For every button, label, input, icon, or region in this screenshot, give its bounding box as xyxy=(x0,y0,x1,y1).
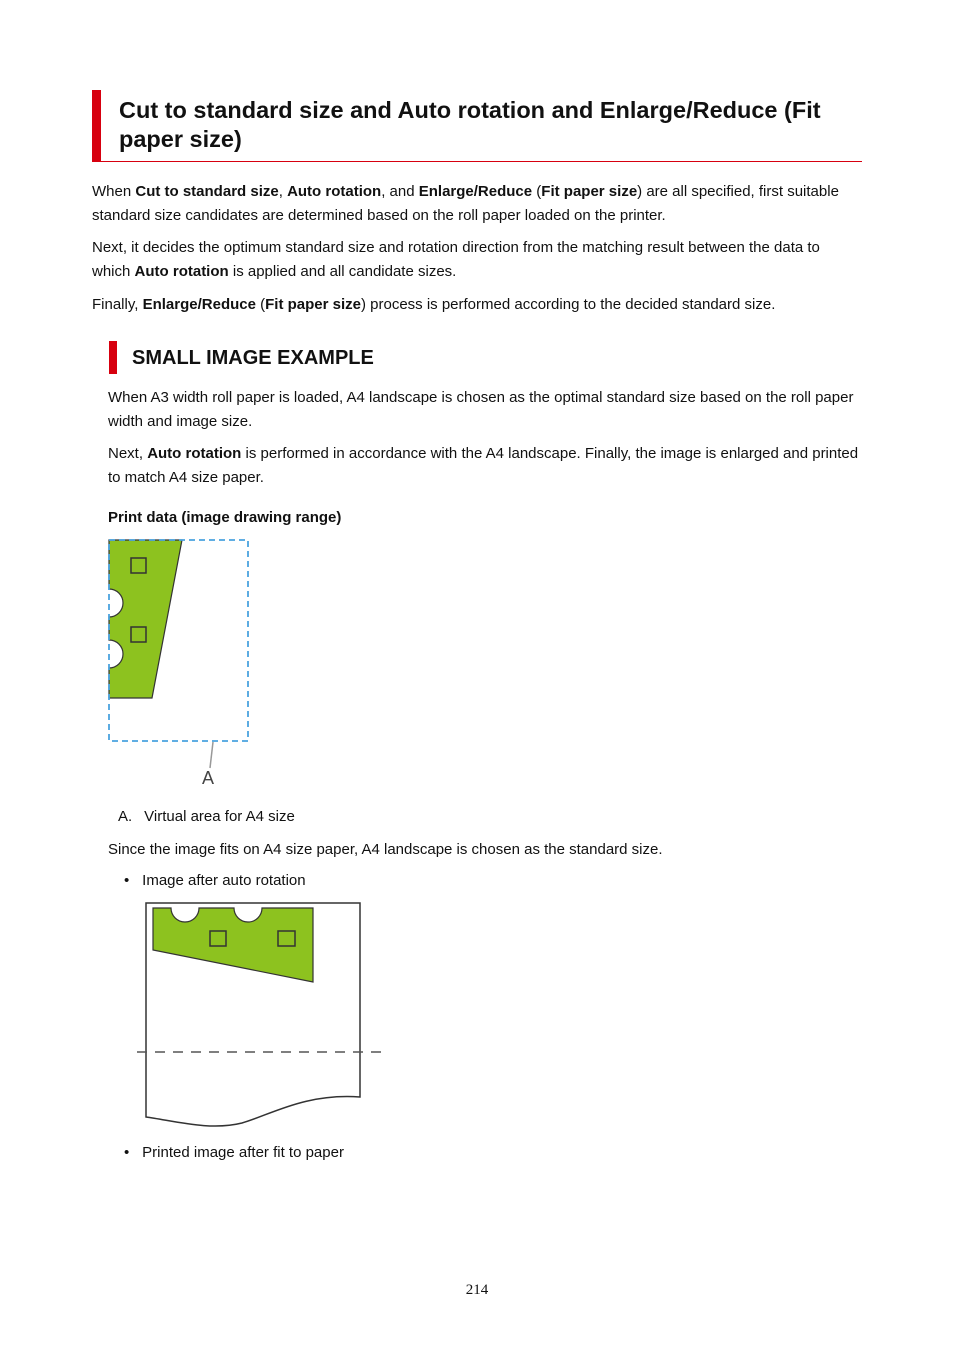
bullet-item xyxy=(124,870,306,892)
intro-paragraph-3: Finally, Enlarge/Reduce (Fit paper size) process is performed according to the decided standard size. xyxy=(92,296,776,313)
section-heading: SMALL IMAGE EXAMPLE xyxy=(132,347,374,369)
callout-line xyxy=(210,742,213,768)
bold-term: Auto rotation xyxy=(147,445,242,462)
callout-label: A xyxy=(202,768,215,788)
bold-term: Enlarge/Reduce xyxy=(418,183,533,200)
print-data-figure xyxy=(100,530,270,792)
section-paragraph-2: Next, Auto rotation is performed in accordance with the A4 landscape. Finally, the image is enlarged and printed to match A4 size paper. xyxy=(108,445,859,486)
bold-term: Auto rotation xyxy=(134,263,229,280)
heading-accent-bar xyxy=(92,90,101,162)
bullet-glyph: • xyxy=(124,872,130,889)
print-data-subheading: Print data (image drawing range) xyxy=(108,509,342,526)
legend-text: Virtual area for A4 size xyxy=(144,808,295,825)
page-number: 214 xyxy=(465,1282,489,1298)
bullet-item xyxy=(124,1142,344,1164)
bold-term: Auto rotation xyxy=(287,183,382,200)
bold-term: Fit paper size xyxy=(541,183,638,200)
rotated-image-figure xyxy=(130,895,390,1135)
intro-paragraph-1: When Cut to standard size, Auto rotation, and Enlarge/Reduce (Fit paper size) are all specified, first suitable standard size candidates are determined based on the roll paper loaded on the printer. xyxy=(92,183,839,224)
section-accent-bar xyxy=(109,341,117,374)
bullet-text: Image after auto rotation xyxy=(142,872,306,889)
legend-label: A. xyxy=(118,808,133,825)
bullet-glyph: • xyxy=(124,1144,130,1161)
bold-term: Enlarge/Reduce xyxy=(142,296,256,313)
after-figure-paragraph: Since the image fits on A4 size paper, A4 landscape is chosen as the standard size. xyxy=(108,841,663,858)
figure-legend xyxy=(118,806,295,828)
intro-paragraph-2: Next, it decides the optimum standard size and rotation direction from the matching result between the data to which Auto rotation is applied and all candidate sizes. xyxy=(92,239,820,280)
heading-underline xyxy=(92,161,862,162)
bold-term: Fit paper size xyxy=(265,296,361,313)
bullet-text: Printed image after fit to paper xyxy=(142,1144,344,1161)
bold-term: Cut to standard size xyxy=(135,183,279,200)
page-title: Cut to standard size and Auto rotation and Enlarge/Reduce (Fit paper size) xyxy=(119,97,821,152)
section-paragraph-1: When A3 width roll paper is loaded, A4 landscape is chosen as the optimal standard size based on the roll paper width and image size. xyxy=(108,389,854,430)
